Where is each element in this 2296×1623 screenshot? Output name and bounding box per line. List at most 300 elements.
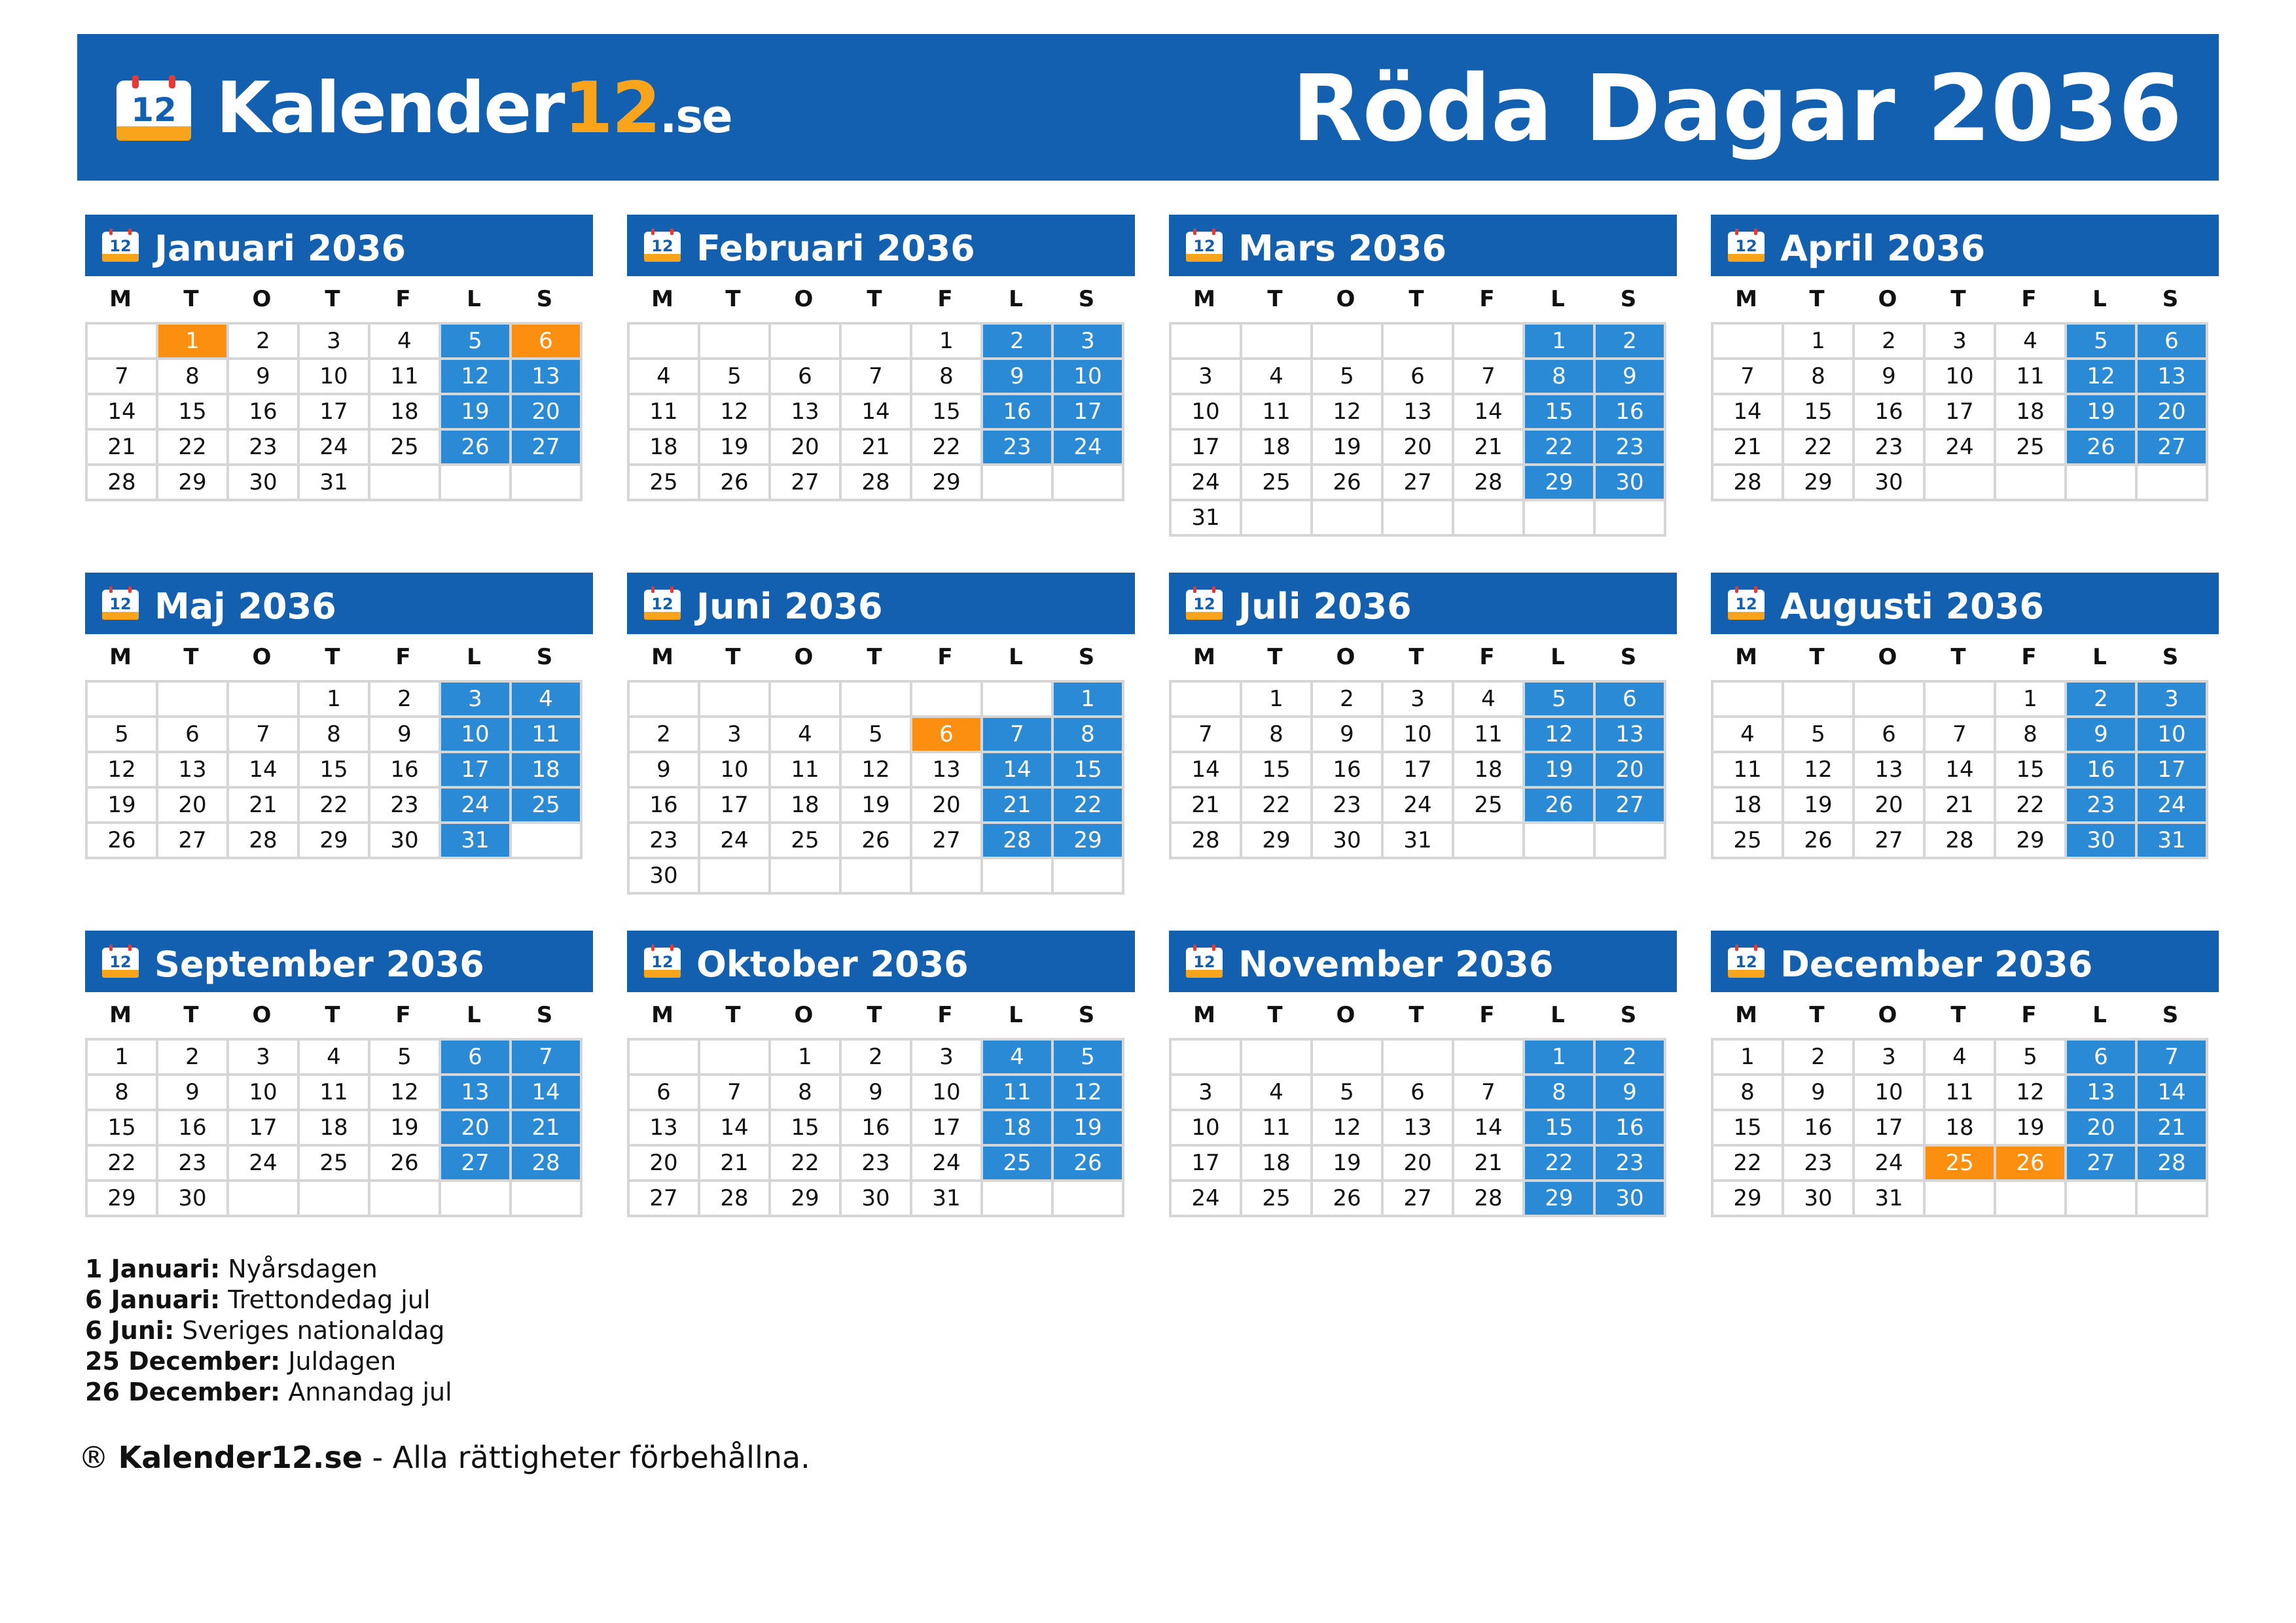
- day-cell[interactable]: 7: [983, 718, 1054, 753]
- day-cell[interactable]: 19: [1313, 1147, 1384, 1182]
- day-cell[interactable]: 8: [1713, 1076, 1784, 1111]
- day-cell[interactable]: 1: [1525, 1041, 1596, 1076]
- day-cell[interactable]: 14: [983, 753, 1054, 789]
- day-cell[interactable]: 28: [842, 466, 912, 501]
- day-cell[interactable]: 27: [630, 1182, 700, 1217]
- day-cell[interactable]: 1: [1054, 683, 1124, 718]
- day-cell[interactable]: 18: [1713, 789, 1784, 824]
- day-cell[interactable]: 17: [1172, 431, 1242, 466]
- day-cell[interactable]: 25: [300, 1147, 370, 1182]
- day-cell[interactable]: 14: [1454, 1111, 1525, 1147]
- day-cell[interactable]: 1: [300, 683, 370, 718]
- day-cell[interactable]: 19: [842, 789, 912, 824]
- day-cell[interactable]: 25: [1926, 1147, 1996, 1182]
- day-cell[interactable]: 16: [158, 1111, 229, 1147]
- day-cell[interactable]: 21: [1454, 431, 1525, 466]
- day-cell[interactable]: 7: [1454, 1076, 1525, 1111]
- day-cell[interactable]: 3: [1926, 325, 1996, 360]
- day-cell[interactable]: 17: [912, 1111, 983, 1147]
- day-cell[interactable]: 1: [1242, 683, 1313, 718]
- day-cell[interactable]: 17: [700, 789, 771, 824]
- day-cell[interactable]: 25: [983, 1147, 1054, 1182]
- day-cell[interactable]: 4: [1454, 683, 1525, 718]
- day-cell[interactable]: 30: [229, 466, 300, 501]
- day-cell[interactable]: 29: [1996, 824, 2067, 859]
- day-cell[interactable]: 24: [700, 824, 771, 859]
- day-cell[interactable]: 7: [1172, 718, 1242, 753]
- day-cell[interactable]: 22: [1996, 789, 2067, 824]
- day-cell[interactable]: 26: [441, 431, 512, 466]
- day-cell[interactable]: 8: [912, 360, 983, 395]
- day-cell[interactable]: 28: [1926, 824, 1996, 859]
- day-cell[interactable]: 3: [912, 1041, 983, 1076]
- day-cell[interactable]: 26: [1784, 824, 1855, 859]
- day-cell[interactable]: 15: [1996, 753, 2067, 789]
- day-cell[interactable]: 4: [771, 718, 842, 753]
- day-cell[interactable]: 17: [229, 1111, 300, 1147]
- day-cell[interactable]: 22: [158, 431, 229, 466]
- day-cell[interactable]: 23: [983, 431, 1054, 466]
- day-cell[interactable]: 30: [1784, 1182, 1855, 1217]
- day-cell[interactable]: 27: [1384, 1182, 1454, 1217]
- day-cell[interactable]: 5: [370, 1041, 441, 1076]
- day-cell[interactable]: 18: [1242, 431, 1313, 466]
- day-cell[interactable]: 14: [842, 395, 912, 431]
- day-cell[interactable]: 20: [441, 1111, 512, 1147]
- day-cell[interactable]: 27: [2138, 431, 2208, 466]
- day-cell[interactable]: 27: [441, 1147, 512, 1182]
- day-cell[interactable]: 13: [912, 753, 983, 789]
- day-cell[interactable]: 20: [1596, 753, 1666, 789]
- day-cell[interactable]: 19: [88, 789, 158, 824]
- day-cell[interactable]: 22: [771, 1147, 842, 1182]
- day-cell[interactable]: 6: [441, 1041, 512, 1076]
- day-cell[interactable]: 20: [1855, 789, 1926, 824]
- day-cell[interactable]: 12: [370, 1076, 441, 1111]
- day-cell[interactable]: 28: [1454, 466, 1525, 501]
- day-cell[interactable]: 2: [2067, 683, 2138, 718]
- day-cell[interactable]: 25: [1242, 1182, 1313, 1217]
- day-cell[interactable]: 3: [1855, 1041, 1926, 1076]
- day-cell[interactable]: 2: [630, 718, 700, 753]
- day-cell[interactable]: 10: [441, 718, 512, 753]
- day-cell[interactable]: 29: [1525, 466, 1596, 501]
- day-cell[interactable]: 21: [700, 1147, 771, 1182]
- day-cell[interactable]: 18: [1926, 1111, 1996, 1147]
- day-cell[interactable]: 23: [158, 1147, 229, 1182]
- day-cell[interactable]: 18: [512, 753, 583, 789]
- day-cell[interactable]: 12: [1525, 718, 1596, 753]
- day-cell[interactable]: 29: [158, 466, 229, 501]
- day-cell[interactable]: 31: [1384, 824, 1454, 859]
- day-cell[interactable]: 24: [441, 789, 512, 824]
- day-cell[interactable]: 19: [1054, 1111, 1124, 1147]
- day-cell[interactable]: 29: [1525, 1182, 1596, 1217]
- day-cell[interactable]: 8: [1242, 718, 1313, 753]
- day-cell[interactable]: 2: [158, 1041, 229, 1076]
- day-cell[interactable]: 10: [1384, 718, 1454, 753]
- day-cell[interactable]: 12: [1313, 1111, 1384, 1147]
- day-cell[interactable]: 2: [370, 683, 441, 718]
- day-cell[interactable]: 1: [1525, 325, 1596, 360]
- day-cell[interactable]: 31: [441, 824, 512, 859]
- day-cell[interactable]: 22: [1242, 789, 1313, 824]
- day-cell[interactable]: 21: [512, 1111, 583, 1147]
- day-cell[interactable]: 2: [983, 325, 1054, 360]
- day-cell[interactable]: 4: [1996, 325, 2067, 360]
- day-cell[interactable]: 9: [1784, 1076, 1855, 1111]
- day-cell[interactable]: 28: [700, 1182, 771, 1217]
- day-cell[interactable]: 11: [1242, 1111, 1313, 1147]
- day-cell[interactable]: 4: [1242, 360, 1313, 395]
- day-cell[interactable]: 22: [1784, 431, 1855, 466]
- day-cell[interactable]: 13: [2138, 360, 2208, 395]
- day-cell[interactable]: 1: [88, 1041, 158, 1076]
- day-cell[interactable]: 21: [1172, 789, 1242, 824]
- day-cell[interactable]: 29: [1784, 466, 1855, 501]
- day-cell[interactable]: 13: [158, 753, 229, 789]
- day-cell[interactable]: 7: [229, 718, 300, 753]
- day-cell[interactable]: 12: [88, 753, 158, 789]
- day-cell[interactable]: 5: [1054, 1041, 1124, 1076]
- day-cell[interactable]: 28: [88, 466, 158, 501]
- day-cell[interactable]: 8: [1784, 360, 1855, 395]
- day-cell[interactable]: 13: [512, 360, 583, 395]
- day-cell[interactable]: 11: [1996, 360, 2067, 395]
- day-cell[interactable]: 7: [1926, 718, 1996, 753]
- day-cell[interactable]: 5: [2067, 325, 2138, 360]
- day-cell[interactable]: 17: [1855, 1111, 1926, 1147]
- day-cell[interactable]: 13: [1384, 395, 1454, 431]
- day-cell[interactable]: 16: [983, 395, 1054, 431]
- day-cell[interactable]: 24: [1054, 431, 1124, 466]
- day-cell[interactable]: 8: [1525, 1076, 1596, 1111]
- day-cell[interactable]: 28: [512, 1147, 583, 1182]
- day-cell[interactable]: 16: [2067, 753, 2138, 789]
- day-cell[interactable]: 2: [842, 1041, 912, 1076]
- day-cell[interactable]: 9: [2067, 718, 2138, 753]
- day-cell[interactable]: 8: [300, 718, 370, 753]
- day-cell[interactable]: 16: [1784, 1111, 1855, 1147]
- day-cell[interactable]: 7: [842, 360, 912, 395]
- day-cell[interactable]: 15: [1713, 1111, 1784, 1147]
- day-cell[interactable]: 12: [1313, 395, 1384, 431]
- day-cell[interactable]: 27: [1384, 466, 1454, 501]
- day-cell[interactable]: 26: [1313, 1182, 1384, 1217]
- day-cell[interactable]: 29: [300, 824, 370, 859]
- day-cell[interactable]: 11: [512, 718, 583, 753]
- day-cell[interactable]: 9: [1596, 360, 1666, 395]
- day-cell[interactable]: 13: [771, 395, 842, 431]
- day-cell[interactable]: 11: [370, 360, 441, 395]
- day-cell[interactable]: 22: [1525, 1147, 1596, 1182]
- day-cell[interactable]: 31: [300, 466, 370, 501]
- day-cell[interactable]: 30: [630, 859, 700, 895]
- day-cell[interactable]: 2: [1596, 1041, 1666, 1076]
- day-cell[interactable]: 11: [1713, 753, 1784, 789]
- day-cell[interactable]: 23: [229, 431, 300, 466]
- day-cell[interactable]: 13: [630, 1111, 700, 1147]
- day-cell[interactable]: 11: [630, 395, 700, 431]
- day-cell[interactable]: 22: [1713, 1147, 1784, 1182]
- day-cell[interactable]: 26: [2067, 431, 2138, 466]
- day-cell[interactable]: 15: [1242, 753, 1313, 789]
- day-cell[interactable]: 6: [1596, 683, 1666, 718]
- day-cell[interactable]: 28: [2138, 1147, 2208, 1182]
- day-cell[interactable]: 19: [1784, 789, 1855, 824]
- day-cell[interactable]: 21: [2138, 1111, 2208, 1147]
- day-cell[interactable]: 23: [1313, 789, 1384, 824]
- day-cell[interactable]: 2: [1313, 683, 1384, 718]
- day-cell[interactable]: 26: [842, 824, 912, 859]
- day-cell[interactable]: 3: [1054, 325, 1124, 360]
- day-cell[interactable]: 5: [441, 325, 512, 360]
- day-cell[interactable]: 6: [771, 360, 842, 395]
- day-cell[interactable]: 3: [2138, 683, 2208, 718]
- day-cell[interactable]: 11: [1454, 718, 1525, 753]
- day-cell[interactable]: 15: [1525, 1111, 1596, 1147]
- day-cell[interactable]: 17: [1384, 753, 1454, 789]
- day-cell[interactable]: 10: [700, 753, 771, 789]
- day-cell[interactable]: 25: [1454, 789, 1525, 824]
- day-cell[interactable]: 23: [842, 1147, 912, 1182]
- day-cell[interactable]: 11: [300, 1076, 370, 1111]
- day-cell[interactable]: 6: [630, 1076, 700, 1111]
- day-cell[interactable]: 10: [1054, 360, 1124, 395]
- day-cell[interactable]: 29: [771, 1182, 842, 1217]
- day-cell[interactable]: 31: [912, 1182, 983, 1217]
- day-cell[interactable]: 16: [842, 1111, 912, 1147]
- day-cell[interactable]: 22: [300, 789, 370, 824]
- day-cell[interactable]: 16: [1596, 395, 1666, 431]
- day-cell[interactable]: 13: [441, 1076, 512, 1111]
- day-cell[interactable]: 5: [88, 718, 158, 753]
- day-cell[interactable]: 9: [370, 718, 441, 753]
- day-cell[interactable]: 22: [88, 1147, 158, 1182]
- day-cell[interactable]: 27: [771, 466, 842, 501]
- day-cell[interactable]: 5: [1784, 718, 1855, 753]
- day-cell[interactable]: 21: [229, 789, 300, 824]
- day-cell[interactable]: 27: [912, 824, 983, 859]
- footer-brand[interactable]: Kalender12.se: [118, 1440, 363, 1475]
- day-cell[interactable]: 14: [2138, 1076, 2208, 1111]
- day-cell[interactable]: 18: [771, 789, 842, 824]
- day-cell[interactable]: 25: [512, 789, 583, 824]
- day-cell[interactable]: 26: [1313, 466, 1384, 501]
- day-cell[interactable]: 12: [1996, 1076, 2067, 1111]
- day-cell[interactable]: 14: [88, 395, 158, 431]
- day-cell[interactable]: 20: [1384, 1147, 1454, 1182]
- day-cell[interactable]: 12: [700, 395, 771, 431]
- day-cell[interactable]: 3: [1172, 1076, 1242, 1111]
- day-cell[interactable]: 20: [912, 789, 983, 824]
- day-cell[interactable]: 18: [300, 1111, 370, 1147]
- day-cell[interactable]: 21: [842, 431, 912, 466]
- day-cell[interactable]: 4: [300, 1041, 370, 1076]
- day-cell[interactable]: 30: [1596, 1182, 1666, 1217]
- day-cell[interactable]: 17: [441, 753, 512, 789]
- day-cell[interactable]: 8: [1054, 718, 1124, 753]
- day-cell[interactable]: 14: [1926, 753, 1996, 789]
- day-cell[interactable]: 1: [771, 1041, 842, 1076]
- day-cell[interactable]: 15: [88, 1111, 158, 1147]
- day-cell[interactable]: 9: [1596, 1076, 1666, 1111]
- day-cell[interactable]: 4: [1713, 718, 1784, 753]
- day-cell[interactable]: 14: [229, 753, 300, 789]
- day-cell[interactable]: 14: [512, 1076, 583, 1111]
- day-cell[interactable]: 30: [158, 1182, 229, 1217]
- day-cell[interactable]: 16: [1313, 753, 1384, 789]
- day-cell[interactable]: 16: [1596, 1111, 1666, 1147]
- day-cell[interactable]: 5: [1313, 1076, 1384, 1111]
- day-cell[interactable]: 11: [1242, 395, 1313, 431]
- day-cell[interactable]: 9: [630, 753, 700, 789]
- day-cell[interactable]: 10: [300, 360, 370, 395]
- day-cell[interactable]: 21: [983, 789, 1054, 824]
- day-cell[interactable]: 13: [2067, 1076, 2138, 1111]
- day-cell[interactable]: 7: [700, 1076, 771, 1111]
- day-cell[interactable]: 5: [700, 360, 771, 395]
- day-cell[interactable]: 7: [88, 360, 158, 395]
- day-cell[interactable]: 19: [2067, 395, 2138, 431]
- day-cell[interactable]: 15: [771, 1111, 842, 1147]
- day-cell[interactable]: 24: [229, 1147, 300, 1182]
- day-cell[interactable]: 4: [983, 1041, 1054, 1076]
- day-cell[interactable]: 31: [2138, 824, 2208, 859]
- day-cell[interactable]: 17: [2138, 753, 2208, 789]
- day-cell[interactable]: 29: [912, 466, 983, 501]
- day-cell[interactable]: 10: [1926, 360, 1996, 395]
- day-cell[interactable]: 22: [1054, 789, 1124, 824]
- day-cell[interactable]: 1: [1996, 683, 2067, 718]
- day-cell[interactable]: 25: [630, 466, 700, 501]
- day-cell[interactable]: 4: [630, 360, 700, 395]
- day-cell[interactable]: 20: [630, 1147, 700, 1182]
- day-cell[interactable]: 15: [1784, 395, 1855, 431]
- day-cell[interactable]: 27: [158, 824, 229, 859]
- day-cell[interactable]: 11: [983, 1076, 1054, 1111]
- day-cell[interactable]: 5: [1313, 360, 1384, 395]
- day-cell[interactable]: 10: [2138, 718, 2208, 753]
- day-cell[interactable]: 23: [1596, 1147, 1666, 1182]
- day-cell[interactable]: 16: [229, 395, 300, 431]
- day-cell[interactable]: 14: [1454, 395, 1525, 431]
- day-cell[interactable]: 23: [1855, 431, 1926, 466]
- day-cell[interactable]: 8: [88, 1076, 158, 1111]
- day-cell[interactable]: 28: [1454, 1182, 1525, 1217]
- day-cell[interactable]: 24: [1926, 431, 1996, 466]
- day-cell[interactable]: 9: [158, 1076, 229, 1111]
- day-cell[interactable]: 30: [370, 824, 441, 859]
- day-cell[interactable]: 15: [912, 395, 983, 431]
- day-cell[interactable]: 1: [1784, 325, 1855, 360]
- day-cell[interactable]: 7: [512, 1041, 583, 1076]
- day-cell[interactable]: 12: [441, 360, 512, 395]
- day-cell[interactable]: 8: [771, 1076, 842, 1111]
- day-cell[interactable]: 12: [1784, 753, 1855, 789]
- day-cell[interactable]: 2: [1784, 1041, 1855, 1076]
- day-cell[interactable]: 20: [2138, 395, 2208, 431]
- day-cell[interactable]: 25: [771, 824, 842, 859]
- day-cell[interactable]: 24: [300, 431, 370, 466]
- day-cell[interactable]: 29: [88, 1182, 158, 1217]
- day-cell[interactable]: 2: [1596, 325, 1666, 360]
- day-cell[interactable]: 7: [2138, 1041, 2208, 1076]
- day-cell[interactable]: 26: [1054, 1147, 1124, 1182]
- day-cell[interactable]: 24: [1172, 1182, 1242, 1217]
- day-cell[interactable]: 14: [1713, 395, 1784, 431]
- day-cell[interactable]: 1: [1713, 1041, 1784, 1076]
- day-cell[interactable]: 24: [1384, 789, 1454, 824]
- day-cell[interactable]: 18: [1242, 1147, 1313, 1182]
- day-cell[interactable]: 4: [1926, 1041, 1996, 1076]
- day-cell[interactable]: 6: [158, 718, 229, 753]
- day-cell[interactable]: 20: [2067, 1111, 2138, 1147]
- day-cell[interactable]: 27: [1855, 824, 1926, 859]
- day-cell[interactable]: 19: [370, 1111, 441, 1147]
- day-cell[interactable]: 22: [1525, 431, 1596, 466]
- day-cell[interactable]: 12: [1054, 1076, 1124, 1111]
- day-cell[interactable]: 30: [1596, 466, 1666, 501]
- day-cell[interactable]: 6: [512, 325, 583, 360]
- day-cell[interactable]: 30: [2067, 824, 2138, 859]
- day-cell[interactable]: 9: [1855, 360, 1926, 395]
- day-cell[interactable]: 25: [370, 431, 441, 466]
- day-cell[interactable]: 3: [229, 1041, 300, 1076]
- day-cell[interactable]: 23: [1784, 1147, 1855, 1182]
- day-cell[interactable]: 24: [2138, 789, 2208, 824]
- day-cell[interactable]: 6: [1384, 1076, 1454, 1111]
- day-cell[interactable]: 8: [1525, 360, 1596, 395]
- day-cell[interactable]: 19: [441, 395, 512, 431]
- day-cell[interactable]: 17: [300, 395, 370, 431]
- day-cell[interactable]: 29: [1242, 824, 1313, 859]
- day-cell[interactable]: 20: [512, 395, 583, 431]
- day-cell[interactable]: 22: [912, 431, 983, 466]
- day-cell[interactable]: 3: [441, 683, 512, 718]
- day-cell[interactable]: 6: [1855, 718, 1926, 753]
- day-cell[interactable]: 15: [300, 753, 370, 789]
- day-cell[interactable]: 11: [1926, 1076, 1996, 1111]
- day-cell[interactable]: 30: [1855, 466, 1926, 501]
- day-cell[interactable]: 14: [700, 1111, 771, 1147]
- day-cell[interactable]: 6: [912, 718, 983, 753]
- day-cell[interactable]: 8: [1996, 718, 2067, 753]
- day-cell[interactable]: 26: [370, 1147, 441, 1182]
- day-cell[interactable]: 21: [1454, 1147, 1525, 1182]
- day-cell[interactable]: 30: [842, 1182, 912, 1217]
- day-cell[interactable]: 20: [771, 431, 842, 466]
- day-cell[interactable]: 2: [229, 325, 300, 360]
- day-cell[interactable]: 4: [512, 683, 583, 718]
- day-cell[interactable]: 18: [630, 431, 700, 466]
- day-cell[interactable]: 31: [1172, 501, 1242, 537]
- day-cell[interactable]: 19: [1996, 1111, 2067, 1147]
- day-cell[interactable]: 2: [1855, 325, 1926, 360]
- day-cell[interactable]: 16: [630, 789, 700, 824]
- day-cell[interactable]: 23: [2067, 789, 2138, 824]
- day-cell[interactable]: 23: [630, 824, 700, 859]
- day-cell[interactable]: 25: [1996, 431, 2067, 466]
- day-cell[interactable]: 30: [1313, 824, 1384, 859]
- day-cell[interactable]: 29: [1054, 824, 1124, 859]
- day-cell[interactable]: 16: [370, 753, 441, 789]
- day-cell[interactable]: 12: [842, 753, 912, 789]
- day-cell[interactable]: 17: [1172, 1147, 1242, 1182]
- day-cell[interactable]: 26: [1525, 789, 1596, 824]
- day-cell[interactable]: 7: [1454, 360, 1525, 395]
- day-cell[interactable]: 6: [1384, 360, 1454, 395]
